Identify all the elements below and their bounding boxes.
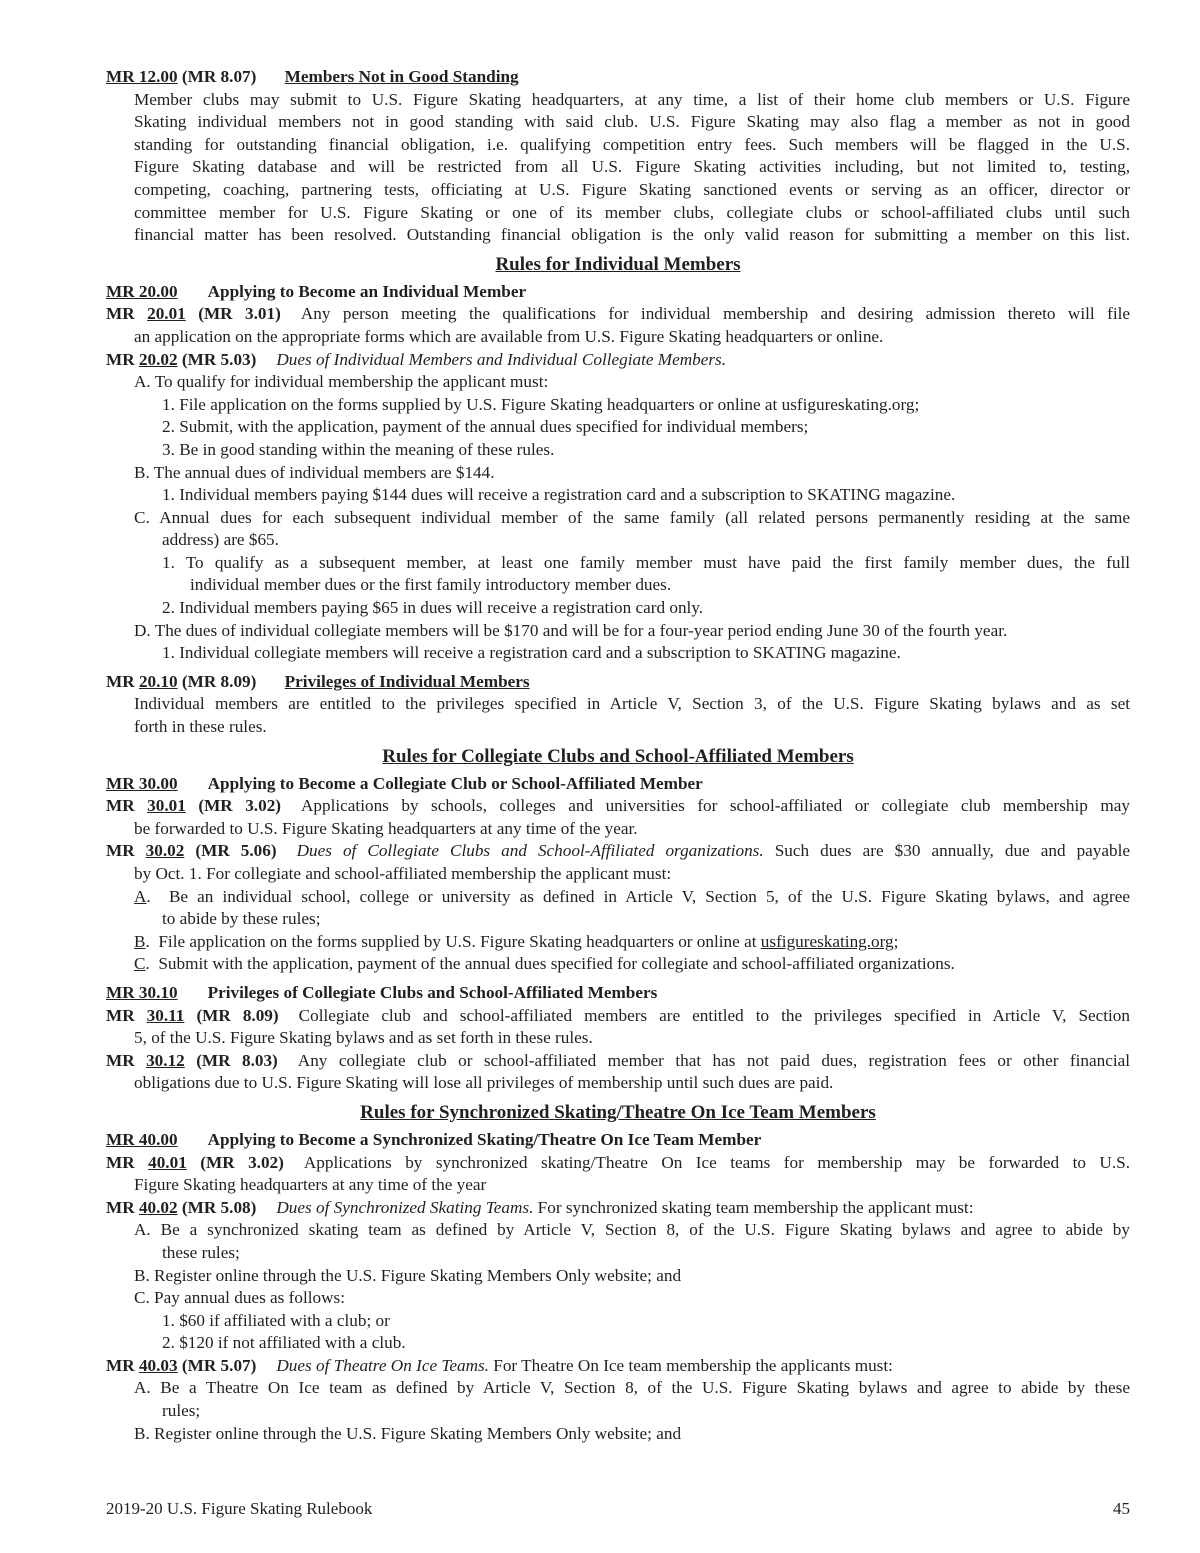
- paragraph-text: Such dues are $30 annually, due and payable: [774, 841, 1131, 861]
- list-item: 1. Individual members paying $144 dues will receive a registration card and a subscription to SKATING magazine.: [162, 485, 956, 505]
- rule-number: 30.12: [146, 1050, 185, 1070]
- paragraph-line: Member clubs may submit to U.S. Figure Skating headquarters, at any time, a list of their home club members or U.S. Figure: [134, 89, 1130, 109]
- list-item: B. The annual dues of individual members are $144.: [134, 462, 495, 482]
- rule-heading-mr-30-00: [106, 773, 1130, 796]
- paragraph-line: competing, coaching, partnering tests, officiating at U.S. Figure Skating sanctioned events or serving as an officer, director or: [134, 179, 1130, 199]
- list-label: C: [134, 954, 146, 974]
- rule-mr-30-02-line-1: MR 30.02 (MR 5.06) Dues of Collegiate Clubs and School-Affiliated organizations. Such dues are $30 annually, due and payable: [106, 841, 1131, 861]
- section-heading-collegiate: Rules for Collegiate Clubs and School-Affiliated Members: [382, 745, 854, 767]
- page-footer: [106, 1498, 1130, 1521]
- list-item: 2. Individual members paying $65 in dues will receive a registration card only.: [162, 598, 704, 618]
- paragraph-line: standing for outstanding financial obligation, i.e. qualifying competition entry fees. Such members will be flagged in the U.S.: [134, 134, 1130, 154]
- rule-mr-40-01-line-1: MR 40.01 (MR 3.02) Applications by synchronized skating/Theatre On Ice teams for membership may be forwarded to U.S.: [106, 1152, 1130, 1172]
- paragraph-text: Any collegiate club or school-affiliated member that has not paid dues, registration fees or other financial: [297, 1050, 1130, 1070]
- rule-number: MR 12.00: [106, 67, 178, 86]
- paragraph-line: committee member for U.S. Figure Skating or one of its member clubs, collegiate clubs or school-affiliated clubs until such: [134, 202, 1130, 222]
- rule-old-number: (MR 3.02): [198, 796, 282, 816]
- rule-title: Applying to Become a Collegiate Club or School-Affiliated Member: [207, 773, 703, 793]
- list-item: B. Register online through the U.S. Figure Skating Members Only website; and: [134, 1423, 682, 1443]
- section-heading-individual: Rules for Individual Members: [495, 253, 741, 275]
- list-item: A. Be an individual school, college or university as defined in Article V, Section 5, of the U.S. Figure Skating bylaws, and agree: [134, 886, 1130, 906]
- rule-number: 20.02: [138, 349, 178, 369]
- rule-old-number: (MR 8.09): [196, 1005, 279, 1025]
- rulebook-page: [106, 66, 1130, 1445]
- rule-old-number: (MR 8.09): [181, 671, 257, 691]
- rule-mr-30-01-line-1: MR 30.01 (MR 3.02) Applications by schools, colleges and universities for school-affiliated or collegiate club membership may: [106, 796, 1131, 816]
- list-item-continuation: to abide by these rules;: [162, 909, 321, 929]
- list-item-continuation: individual member dues or the first family introductory member dues.: [190, 575, 672, 595]
- rule-number: MR 40.00: [106, 1129, 178, 1149]
- list-item: A. Be a Theatre On Ice team as defined by Article V, Section 8, of the U.S. Figure Skating bylaws and agree to abide by these: [134, 1378, 1130, 1398]
- rule-heading-mr-12-00: [106, 66, 1130, 89]
- footer-title: 2019-20 U.S. Figure Skating Rulebook: [106, 1499, 373, 1518]
- rule-title: Privileges of Individual Members: [284, 671, 530, 691]
- list-item: C. Pay annual dues as follows:: [134, 1288, 346, 1308]
- list-item: 1. File application on the forms supplied by U.S. Figure Skating headquarters or online at usfigureskating.org;: [162, 394, 920, 414]
- paragraph-line: Skating individual members not in good standing with said club. U.S. Figure Skating may also flag a member as not in good: [134, 112, 1130, 132]
- list-item: A. To qualify for individual membership the applicant must:: [134, 372, 549, 392]
- rule-heading-mr-40-00: [106, 1129, 1130, 1152]
- list-item: B. File application on the forms supplied by U.S. Figure Skating headquarters or online at usfigureskating.org;: [134, 931, 899, 951]
- paragraph-text: Applications by schools, colleges and universities for school-affiliated or collegiate club membership may: [301, 796, 1131, 816]
- list-item-continuation: rules;: [162, 1401, 201, 1421]
- rule-old-number: (MR 5.08): [181, 1197, 257, 1217]
- paragraph-line: Figure Skating database and will be restricted from all U.S. Figure Skating activities including, but not limited to, testing,: [134, 157, 1130, 177]
- rule-heading-mr-20-10: MR 20.10 (MR 8.09) Privileges of Individual Members: [106, 671, 530, 691]
- rule-heading-mr-20-00: [106, 281, 1130, 304]
- paragraph-line: Figure Skating headquarters at any time of the year: [134, 1175, 487, 1195]
- rule-mr-30-11-line-1: MR 30.11 (MR 8.09) Collegiate club and school-affiliated members are entitled to the privileges specified in Article V, Section: [106, 1005, 1130, 1025]
- rule-title: Dues of Collegiate Clubs and School-Affiliated organizations.: [296, 841, 764, 861]
- list-item: B. Register online through the U.S. Figure Skating Members Only website; and: [134, 1265, 682, 1285]
- paragraph-line: Individual members are entitled to the privileges specified in Article V, Section 3, of the U.S. Figure Skating bylaws and as set: [134, 694, 1130, 714]
- section-heading-synchro: Rules for Synchronized Skating/Theatre On Ice Team Members: [360, 1101, 876, 1123]
- list-item: 2. Submit, with the application, payment of the annual dues specified for individual members;: [162, 417, 809, 437]
- rule-old-number: (MR 5.03): [181, 349, 257, 369]
- rule-number: MR 30.10: [106, 982, 178, 1002]
- rule-title: Dues of Synchronized Skating Teams.: [276, 1197, 534, 1217]
- rule-number: MR 20.00: [106, 281, 178, 301]
- rule-title: Members Not in Good Standing: [284, 67, 519, 86]
- rule-number: 20.01: [147, 304, 186, 324]
- rule-title: Applying to Become a Synchronized Skating/Theatre On Ice Team Member: [207, 1129, 762, 1149]
- paragraph-line: an application on the appropriate forms which are available from U.S. Figure Skating headquarters or online.: [134, 326, 884, 346]
- list-item-continuation: address) are $65.: [162, 530, 279, 550]
- paragraph-text: Any person meeting the qualifications for individual membership and desiring admission thereto will file: [300, 304, 1131, 324]
- list-label: B: [134, 931, 146, 951]
- rule-number: 40.01: [148, 1152, 187, 1172]
- rule-number: 30.11: [146, 1005, 185, 1025]
- rule-number: 30.02: [145, 841, 185, 861]
- list-item: D. The dues of individual collegiate members will be $170 and will be for a four-year period ending June 30 of the fourth year.: [134, 620, 1008, 640]
- rule-old-number: (MR 5.06): [195, 841, 277, 861]
- paragraph-text: Applications by synchronized skating/Theatre On Ice teams for membership may be forwarded to U.S.: [303, 1152, 1130, 1172]
- list-item: 1. To qualify as a subsequent member, at least one family member must have paid the first family member dues, the full: [162, 552, 1130, 572]
- paragraph-text: For Theatre On Ice team membership the applicants must:: [493, 1355, 893, 1375]
- rule-old-number: (MR 3.02): [200, 1152, 284, 1172]
- list-item: C. Annual dues for each subsequent individual member of the same family (all related persons permanently residing at the same: [134, 507, 1130, 527]
- rule-old-number: (MR 3.01): [198, 304, 281, 324]
- rule-title: Privileges of Collegiate Clubs and School-Affiliated Members: [207, 982, 658, 1002]
- list-item-text: File application on the forms supplied by U.S. Figure Skating headquarters or online at: [158, 931, 757, 951]
- rule-mr-20-01-line-1: MR 20.01 (MR 3.01) Any person meeting the qualifications for individual membership and desiring admission thereto will file: [106, 304, 1131, 324]
- paragraph-line: obligations due to U.S. Figure Skating will lose all privileges of membership until such dues are paid.: [134, 1073, 834, 1093]
- rule-number: 20.10: [138, 671, 178, 691]
- rule-number: 40.02: [138, 1197, 178, 1217]
- rule-heading-mr-30-10: [106, 982, 1130, 1005]
- rule-number: 30.01: [147, 796, 186, 816]
- list-item-continuation: these rules;: [162, 1242, 240, 1262]
- rule-old-number: (MR 8.07): [181, 67, 257, 86]
- rule-mr-20-02-line-1: MR 20.02 (MR 5.03) Dues of Individual Members and Individual Collegiate Members.: [106, 349, 727, 369]
- paragraph-line: forth in these rules.: [134, 717, 267, 737]
- rule-number: MR 30.00: [106, 773, 178, 793]
- list-item: 3. Be in good standing within the meaning of these rules.: [162, 439, 555, 459]
- rule-mr-30-12-line-1: MR 30.12 (MR 8.03) Any collegiate club or school-affiliated member that has not paid dues, registration fees or other financial: [106, 1050, 1130, 1070]
- page-number: 45: [1113, 1499, 1130, 1518]
- rule-mr-40-03-line-1: MR 40.03 (MR 5.07) Dues of Theatre On Ice Teams. For Theatre On Ice team membership the applicants must:: [106, 1355, 893, 1375]
- paragraph-text: Collegiate club and school-affiliated members are entitled to the privileges specified in Article V, Section: [298, 1005, 1130, 1025]
- rule-old-number: (MR 8.03): [196, 1050, 278, 1070]
- rule-mr-40-02-line-1: MR 40.02 (MR 5.08) Dues of Synchronized Skating Teams. For synchronized skating team membership the applicant must:: [106, 1197, 974, 1217]
- rule-old-number: (MR 5.07): [181, 1355, 257, 1375]
- list-label: A: [134, 886, 147, 906]
- paragraph-line: 5, of the U.S. Figure Skating bylaws and as set forth in these rules.: [134, 1028, 593, 1048]
- list-item: 1. $60 if affiliated with a club; or: [162, 1310, 390, 1330]
- paragraph-line: be forwarded to U.S. Figure Skating headquarters at any time of the year.: [134, 818, 638, 838]
- paragraph-line: by Oct. 1. For collegiate and school-affiliated membership the applicant must:: [134, 864, 672, 883]
- rule-title: Applying to Become an Individual Member: [207, 281, 527, 301]
- rule-title: Dues of Theatre On Ice Teams.: [276, 1355, 489, 1375]
- list-item: 1. Individual collegiate members will receive a registration card and a subscription to SKATING magazine.: [162, 643, 901, 663]
- list-item: 2. $120 if not affiliated with a club.: [162, 1333, 406, 1353]
- rule-number: 40.03: [138, 1355, 178, 1375]
- list-item-text: Submit with the application, payment of the annual dues specified for collegiate and school-affiliated organizations.: [158, 954, 955, 974]
- list-item: C. Submit with the application, payment of the annual dues specified for collegiate and school-affiliated organizations.: [134, 954, 955, 974]
- rule-title: Dues of Individual Members and Individual Collegiate Members.: [276, 349, 727, 369]
- list-item: A. Be a synchronized skating team as defined by Article V, Section 8, of the U.S. Figure Skating bylaws and agree to abide by: [134, 1220, 1130, 1240]
- list-item-text: Be an individual school, college or university as defined in Article V, Section 5, of the U.S. Figure Skating bylaws, and agree: [168, 886, 1130, 906]
- paragraph-line: financial matter has been resolved. Outstanding financial obligation is the only valid reason for submitting a member on this list.: [134, 225, 1130, 245]
- paragraph-text: For synchronized skating team membership the applicant must:: [537, 1197, 974, 1217]
- website-link[interactable]: usfigureskating.org: [760, 931, 894, 951]
